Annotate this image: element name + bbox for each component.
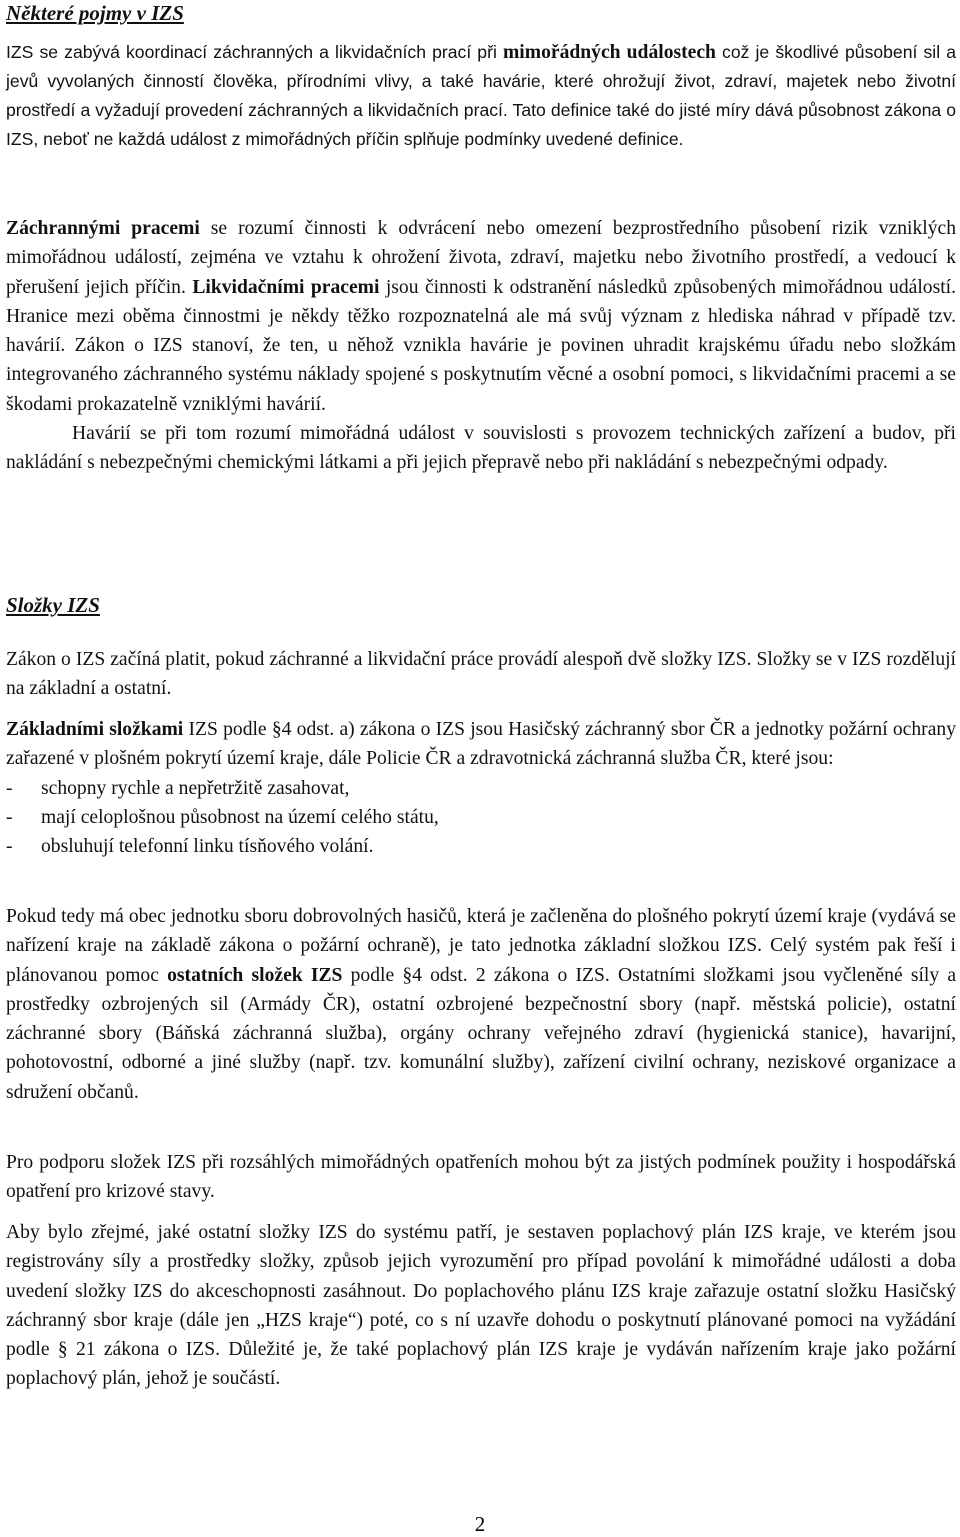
paragraph-hospodarska-opatreni: Pro podporu složek IZS při rozsáhlých mimořádných opatřeních mohou být za jistých podmínek použity i hospodářská opatření pro krizové stavy. <box>6 1152 956 1203</box>
text-run: se rozumí činnosti k odvrácení nebo omezení bezprostředního působení rizik vzniklých mimořádnou událostí, zejména ve vztahu k ohrožení života, zdraví, majetku nebo životního prostředí, a vedoucí k přerušení jejich příčin. <box>6 218 956 298</box>
paragraph-zachranne-prace <box>6 214 956 478</box>
bold-term-zachranne-prace: Záchrannými pracemi <box>6 218 200 239</box>
page-number: 2 <box>474 1512 486 1536</box>
text-run: což je škodlivé působení sil a jevů vyvolaných činností člověka, přírodními vlivy, a také havárie, které ohrožují život, zdraví, majetek nebo životní prostředí a vyžadují provedení záchranných a likvidačních prací. Tato definice také do jisté míry dává působnost zákona o IZS, neboť ne každá událost z mimořádných příčin splňuje podmínky uvedené definice. <box>6 42 957 149</box>
list-item: - mají celoplošnou působnost na území celého státu, <box>6 803 956 832</box>
paragraph-poplachovy-plan: Aby bylo zřejmé, jaké ostatní složky IZS do systému patří, je sestaven poplachový plán IZS kraje, ve kterém jsou registrovány síly a prostředky složky, způsob jejich vyrozumění pro případ povolání k mimořádné události a doba uvedení složky IZS do akceschopnosti zasáhnout. Do poplachového plánu IZS kraje zařazuje ostatní složku Hasičský záchranný sbor kraje (dále jen „HZS kraje“) poté, co s ní uzavře dohodu o poskytnutí plánované pomoci na vyžádání podle § 21 zákona o IZS. Důležité je, že také poplachový plán IZS kraje je vydáván nařízením kraje jako požární poplachový plán, jehož je součástí. <box>6 1222 956 1390</box>
text-run: IZS podle §4 odst. a) zákona o IZS jsou Hasičský záchranný sbor ČR a jednotky požární ochrany zařazené v plošném pokrytí území kraje, dále Policie ČR a zdravotnická záchranná služba ČR, které jsou: <box>6 719 956 770</box>
bold-term-zakladni-slozky: Základními složkami <box>6 719 184 740</box>
paragraph-zakladni-slozky <box>6 715 956 861</box>
paragraph-ostatni-slozky <box>6 902 956 1107</box>
paragraph-havarie: Havárií se při tom rozumí mimořádná událost v souvislosti s provozem technických zařízení a budov, při nakládání s nebezpečnými chemickými látkami a při jejich přepravě nebo při nakládání s nebezpečnými odpady. <box>6 423 956 474</box>
list-item: - obsluhují telefonní linku tísňového volání. <box>6 832 956 861</box>
section-heading-pojmy: Některé pojmy v IZS <box>6 1 184 25</box>
text-run: IZS se zabývá koordinací záchranných a likvidačních prací při <box>6 42 503 62</box>
list-item: - schopny rychle a nepřetržitě zasahovat, <box>6 774 956 803</box>
text-run: jsou činnosti k odstranění následků způsobených mimořádnou událostí. Hranice mezi oběma činnostmi je někdy těžko rozpoznatelná ale má svůj význam z hlediska náhrad v případě tzv. havárií. Zákon o IZS stanoví, že ten, u něhož vznikla havárie je povinen uhradit krajskému úřadu nebo složkám integrovaného záchranného systému náklady spojené s poskytnutím věcné a osobní pomoci, s likvidačními pracemi a se škodami prokazatelně vzniklými havárií. <box>6 276 956 415</box>
bold-term-likvidacni-prace: Likvidačními pracemi <box>192 276 380 298</box>
bold-term-mimoradne-udalosti: mimořádných událostech <box>502 42 716 63</box>
paragraph-mimoradne-udalosti <box>6 38 956 154</box>
bold-term-ostatni-slozky: ostatních složek IZS <box>167 964 343 986</box>
text-run: podle §4 odst. 2 zákona o IZS. Ostatními složkami jsou vyčleněné síly a prostředky ozbrojených sil (Armády ČR), ostatní ozbrojené bezpečnostní sbory (např. městská policie), ostatní záchranné sbory (Báňská záchranná služba), orgány ochrany veřejného zdraví (hygienická stanice), havarijní, pohotovostní, odborné a jiné služby (např. tzv. komunální služby), zařízení civilní ochrany, neziskové organizace a sdružení občanů. <box>6 964 957 1103</box>
text-run: Pokud tedy má obec jednotku sboru dobrovolných hasičů, která je začleněna do plošného pokrytí území kraje (vydává se nařízení kraje na základě zákona o požární ochraně), je tato jednotka základní složkou IZS. Celý systém pak řeší i plánovanou pomoc <box>6 906 956 986</box>
requirements-list <box>6 774 956 862</box>
paragraph-zakon-plati: Zákon o IZS začíná platit, pokud záchranné a likvidační práce provádí alespoň dvě složky IZS. Složky se v IZS rozdělují na základní a ostatní. <box>6 649 956 700</box>
section-heading-slozky: Složky IZS <box>6 593 100 617</box>
